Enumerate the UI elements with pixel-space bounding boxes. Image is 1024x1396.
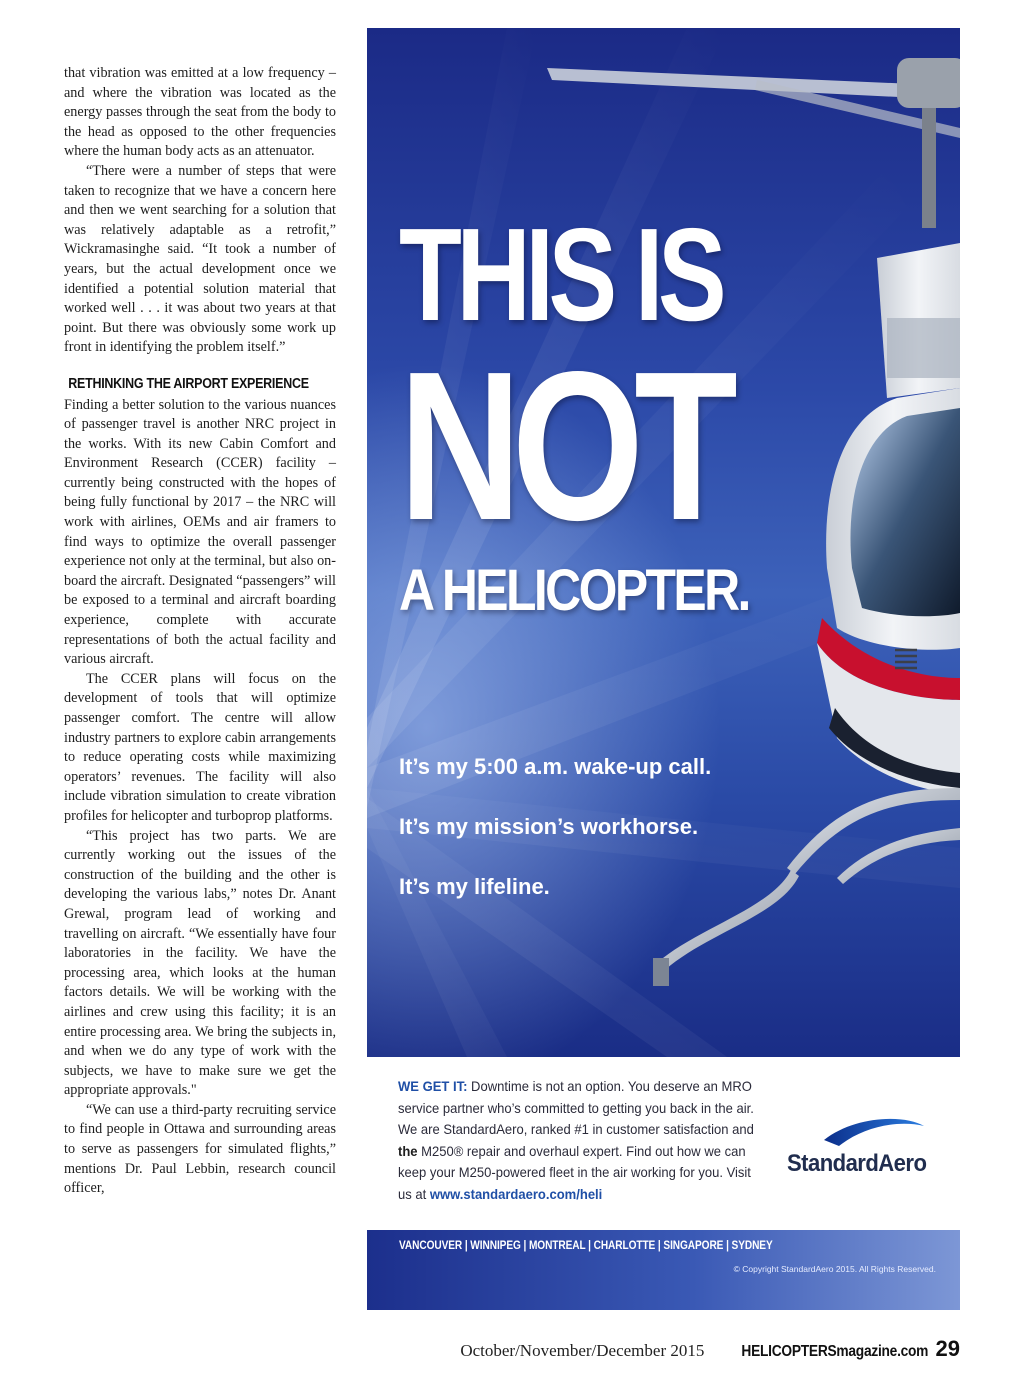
ad-copyright: © Copyright StandardAero 2015. All Rights Reserved. xyxy=(733,1264,936,1274)
page-number: 29 xyxy=(935,1336,960,1361)
page-footer xyxy=(460,1336,960,1362)
ad-footer-band xyxy=(367,1230,960,1310)
ad-copy-text: Downtime is not an option. You deserve an MRO service partner who’s committed to getting you back in the air. We are StandardAero, ranked #1 in customer satisfaction and xyxy=(398,1078,754,1138)
magazine-name: HELICOPTERSmagazine.com xyxy=(741,1343,929,1360)
ad-city-list: VANCOUVER | WINNIPEG | MONTREAL | CHARLOTTE | SINGAPORE | SYDNEY xyxy=(399,1240,773,1252)
article-paragraph: “There were a number of steps that were taken to recognize that we have a concern here and then we went searching for a solution that was relatively adaptable as a retrofit,” Wickramasinghe said. “It took a number of years, but the actual development once we identified a potential solution material that worked well . . . it was about two years at that point. But there was obviously some work up front in identifying the problem itself.” xyxy=(64,162,336,356)
ad-tagline: It’s my lifeline. xyxy=(399,874,550,899)
standardaero-logo-text: StandardAero xyxy=(787,1150,927,1177)
ad-headline-line1: THIS IS xyxy=(399,201,722,348)
ad-headline-line2: NOT xyxy=(399,327,729,564)
ad-tagline: It’s my 5:00 a.m. wake-up call. xyxy=(399,754,712,779)
article-paragraph: “We can use a third-party recruiting service to find people in Ottawa and surrounding areas to serve as passengers for simulated flights,” mentions Dr. Paul Lebbin, research council officer, xyxy=(64,1101,336,1197)
ad-copy-strong: the xyxy=(398,1142,418,1159)
ad-taglines xyxy=(399,752,711,932)
ad-website-link[interactable]: www.standardaero.com/heli xyxy=(429,1185,603,1202)
article-subhead: RETHINKING THE AIRPORT EXPERIENCE xyxy=(68,375,309,392)
article-paragraph: Finding a better solution to the various nuances of passenger travel is another NRC project in the works. With its new Cabin Comfort and Environment Research (CCER) facility – currently being constructed with the hopes of being fully functional by 2017 – the NRC will work with airlines, OEMs and air framers to find ways to optimize the overall passenger experience not only at the terminal, but also on-board the aircraft. Designated “passengers” will be exposed to a terminal and aircraft boarding experience, complete with accurate representations of both the actual facility and various aircraft. xyxy=(64,396,336,668)
issue-date: October/November/December 2015 xyxy=(460,1341,705,1360)
ad-headline-line3: A HELICOPTER. xyxy=(399,558,749,623)
article-column xyxy=(64,64,336,1199)
article-paragraph: that vibration was emitted at a low frequency – and where the vibration was located as the energy passes through the seat from the body to the head as opposed to the other frequencies where the human body acts as an attenuator. xyxy=(64,65,336,160)
article-paragraph: “This project has two parts. We are currently working out the issues of the construction of the building and the other is developing the various labs,” notes Dr. Anant Grewal, program lead of working and travelling on aircraft. “We essentially have four laboratories in the facility. We have the processing area, which looks at the human factors details. We will be working with the airlines and crew using this facility; it is an entire processing area. We bring the subjects in, and when we do any type of work with the subjects, we have to make sure we get the appropriate approvals." xyxy=(64,827,336,1099)
ad-tagline: It’s my mission’s workhorse. xyxy=(399,814,699,839)
article-paragraph: The CCER plans will focus on the development of tools that will optimize passenger comfort. The centre will allow industry partners to explore cabin arrangements to reduce operating costs while maximizing operators’ revenues. The facility will also include vibration simulation to create vibration profiles for helicopter and turboprop platforms. xyxy=(64,670,336,824)
ad-copy-lead: WE GET IT: xyxy=(398,1078,468,1094)
ad-body-copy xyxy=(398,1076,764,1206)
ad-photo-panel xyxy=(367,28,960,1057)
ad-copy-text: M250® repair and overhaul expert. Find out how we can keep your M250-powered fleet in the air working for you. Visit us at xyxy=(398,1142,751,1202)
